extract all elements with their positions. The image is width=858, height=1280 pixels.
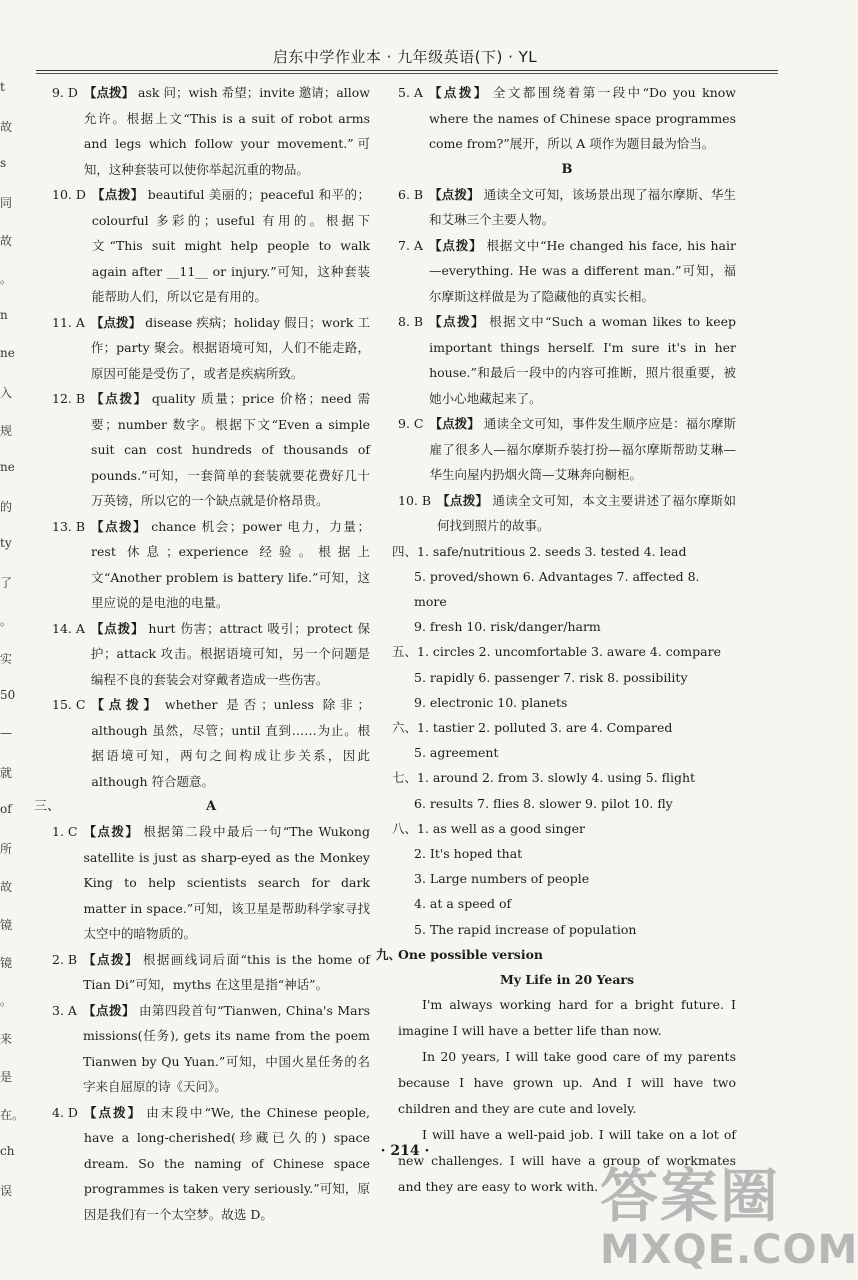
edge-fragment: 50: [0, 688, 16, 702]
answer-explanation: [437, 488, 736, 539]
answer-item: [398, 309, 736, 411]
section-number: 五、: [392, 644, 418, 660]
answer-item: [398, 233, 736, 310]
answer-item: [52, 386, 370, 514]
question-number: 9. C: [398, 416, 424, 431]
answer-explanation: [91, 310, 370, 387]
answer-row: [392, 639, 736, 664]
answer-item: [52, 692, 370, 794]
hint-label: 【点拨】: [429, 186, 480, 202]
answer-row: [392, 816, 736, 841]
explanation-text: 根据画线词后面“this is the home of Tian Di”可知，myths 在这里是指“神话”。: [83, 951, 370, 992]
answer-row: [398, 841, 736, 866]
answer-row: [398, 791, 736, 816]
edge-fragment: 来: [0, 1032, 13, 1046]
hint-label: 【点拨】: [437, 492, 489, 508]
answer-row: [398, 866, 736, 891]
answer-explanation: [429, 309, 736, 411]
question-number: 9. D: [52, 85, 78, 100]
header-rule-thin: [36, 73, 778, 74]
edge-fragment: 故: [0, 880, 13, 894]
edge-fragment: ch: [0, 1144, 15, 1158]
edge-fragment: 误: [0, 1184, 13, 1198]
answer-text: 9. fresh 10. risk/danger/harm: [414, 619, 601, 635]
answer-item: [52, 947, 370, 998]
edge-fragment: s: [0, 156, 7, 170]
header-rule: [36, 70, 778, 71]
answer-item: [52, 1100, 370, 1228]
question-number: 2. B: [52, 951, 78, 967]
answer-text: 2. It's hoped that: [414, 845, 523, 861]
answer-text: 6. results 7. flies 8. slower 9. pilot 10. fly: [414, 795, 673, 811]
answer-row: [398, 564, 736, 614]
explanation-text: quality 质量；price 价格；need 需要；number 数字。根据下文“Even a simple suit can cost hundreds of thousands of pounds.”可知，一套简单的套装就要花费好几十万英镑，所以它的一个缺点就是价格昂贵。: [91, 391, 370, 508]
hint-label: 【点拨】: [91, 697, 161, 712]
explanation-text: 全文都围绕着第一段中“Do you know where the names of Chinese space programmes come from?”展开，所以 A 项作为题目最为恰当。: [428, 85, 736, 151]
hint-label: 【点拨】: [82, 1002, 135, 1018]
question-number: 10. B: [398, 492, 432, 508]
answer-item: [52, 182, 370, 310]
question-number: 4. D: [52, 1104, 78, 1120]
essay-title: My Life in 20 Years: [499, 971, 635, 987]
passage-letter-b: B: [561, 161, 573, 177]
left-edge-bleed: [0, 70, 25, 1220]
answer-sections: [392, 539, 736, 942]
section-number: 八、: [392, 820, 418, 836]
answer-explanation: [84, 1100, 370, 1228]
hint-label: 【点拨】: [90, 620, 145, 636]
section-number: 四、: [392, 543, 418, 559]
hint-label: 【点拨】: [91, 187, 144, 202]
answer-explanation: [429, 182, 736, 233]
right-column: [376, 80, 736, 1200]
answer-list-reading-a: [52, 819, 370, 1227]
answer-explanation: [92, 182, 370, 310]
question-number: 3. A: [52, 1002, 77, 1018]
answer-item: [52, 819, 370, 947]
explanation-text: disease 疾病；holiday 假日；work 工作；party 聚会。根据语境可知，人们不能走路，原因可能是受伤了，或者是疾病所致。: [90, 314, 370, 381]
section-number: 七、: [392, 770, 418, 786]
hint-label: 【点拨】: [91, 391, 148, 406]
answer-list-reading-a-cont: [398, 80, 736, 157]
edge-fragment: n: [0, 308, 8, 322]
hint-label: 【点拨】: [83, 824, 140, 839]
explanation-text: 通读全文可知，事件发生顺序应是：福尔摩斯雇了很多人—福尔摩斯乔装打扮—福尔摩斯帮助艾琳—华生向屋内扔烟火筒—艾琳奔向橱柜。: [429, 416, 736, 482]
hint-label: 【点拨】: [428, 85, 489, 100]
answer-text: 5. The rapid increase of population: [414, 921, 637, 937]
edge-fragment: —: [0, 726, 12, 740]
watermark-text-cn: 答案圈: [600, 1162, 781, 1230]
answer-item: [52, 616, 370, 693]
answer-text: 9. electronic 10. planets: [414, 694, 568, 710]
answer-explanation: [429, 233, 736, 310]
answer-row: [398, 614, 736, 639]
hint-label: 【点拨】: [83, 1104, 143, 1120]
essay-label: One possible version: [398, 946, 543, 962]
hint-label: 【点拨】: [429, 314, 486, 329]
question-number: 8. B: [398, 314, 424, 329]
answer-explanation: [83, 998, 370, 1100]
edge-fragment: t: [0, 80, 5, 94]
answer-row: [398, 891, 736, 916]
edge-fragment: 规: [0, 424, 13, 438]
explanation-text: ask 问；wish 希望；invite 邀请；allow 允许。根据上文“This is a suit of robot arms and legs which follow your movement.”可知，这种套装可以使你举起沉重的物品。: [83, 85, 370, 177]
essay-paragraph: I will have a well-paid job. I will take on a lot of new challenges. I will have a group of workmates and they are easy to work with.: [398, 1126, 736, 1194]
section-three-heading: [34, 794, 370, 819]
answer-text: 1. as well as a good singer: [417, 820, 585, 836]
answer-explanation: [83, 819, 370, 947]
explanation-text: 根据第二段中最后一句“The Wukong satellite is just as sharp-eyed as the Monkey King to help scientists search for dark matter in space.”可知，该卫星是帮助科学家寻找太空中的暗物质的。: [83, 824, 370, 941]
edge-fragment: 镜: [0, 918, 13, 932]
question-number: 11. A: [52, 314, 85, 330]
explanation-text: 根据文中“Such a woman likes to keep important things herself. I'm sure it's in her house.”和最后一段中的内容可推断，照片很重要，被她小心地藏起来了。: [429, 314, 736, 406]
answer-text: 5. rapidly 6. passenger 7. risk 8. possibility: [414, 669, 688, 685]
explanation-text: 由末段中“We, the Chinese people, have a long-cherished(珍藏已久的) space dream. So the naming of Chinese space programmes is taken very seriously.”可知，原因是我们有一个太空梦。故选 D。: [83, 1104, 370, 1222]
essay-paragraph: In 20 years, I will take good care of my parents because I have grown up. And I will have two children and they are cute and lovely.: [398, 1048, 736, 1116]
answer-text: 1. around 2. from 3. slowly 4. using 5. flight: [417, 770, 696, 786]
hint-label: 【点拨】: [83, 85, 135, 100]
question-number: 13. B: [52, 518, 86, 534]
edge-fragment: ne: [0, 346, 15, 360]
answer-text: 4. at a speed of: [414, 896, 512, 912]
answer-explanation: [429, 80, 736, 157]
edge-fragment: 是: [0, 1070, 13, 1084]
answer-item: [398, 182, 736, 233]
answer-text: 5. proved/shown 6. Advantages 7. affected 8. more: [414, 568, 700, 609]
question-number: 10. D: [52, 187, 86, 202]
edge-fragment: ty: [0, 536, 12, 550]
answer-text: 1. tastier 2. polluted 3. are 4. Compared: [417, 719, 673, 735]
answer-item: [52, 80, 370, 182]
section-number: 三、: [34, 799, 61, 814]
answer-item: [398, 411, 736, 488]
explanation-text: hurt 伤害；attract 吸引；protect 保护；attack 攻击。根据语境可知，另一个问题是编程不良的套装会对穿戴者造成一些伤害。: [90, 620, 370, 687]
edge-fragment: 。: [0, 614, 13, 628]
answer-row: [398, 917, 736, 942]
answer-text: 1. circles 2. uncomfortable 3. aware 4. compare: [417, 644, 721, 660]
edge-fragment: 的: [0, 500, 13, 514]
answer-list-reading-b: [398, 182, 736, 539]
question-number: 14. A: [52, 620, 85, 636]
page-header: 启东中学作业本 · 九年级英语(下) · YL: [272, 48, 538, 66]
essay-paragraph: I'm always working hard for a bright future. I imagine I will have a better life than now.: [398, 996, 736, 1038]
explanation-text: 根据文中“He changed his face, his hair—everything. He was a different man.”可知，福尔摩斯这样做是为了隐藏他的真实长相。: [428, 237, 736, 304]
answer-item: [52, 514, 370, 616]
edge-fragment: 在。: [0, 1108, 25, 1122]
edge-fragment: ne: [0, 460, 15, 474]
question-number: 1. C: [52, 824, 78, 839]
section-number: 六、: [392, 719, 418, 735]
answer-explanation: [84, 80, 370, 182]
question-number: 5. A: [398, 85, 423, 100]
explanation-text: 通读全文可知，本文主要讲述了福尔摩斯如何找到照片的故事。: [437, 492, 736, 533]
answer-explanation: [91, 692, 370, 794]
edge-fragment: of: [0, 802, 12, 816]
explanation-text: 通读全文可知，该场景出现了福尔摩斯、华生和艾琳三个主要人物。: [429, 186, 736, 227]
question-number: 12. B: [52, 391, 86, 406]
hint-label: 【点拨】: [428, 237, 483, 253]
edge-fragment: 。: [0, 994, 13, 1008]
hint-label: 【点拨】: [83, 951, 139, 967]
edge-fragment: 同: [0, 196, 13, 210]
page-number: · 214 ·: [380, 1143, 430, 1159]
answer-item: [398, 80, 736, 157]
question-number: 7. A: [398, 237, 423, 253]
section-number: 九、: [376, 946, 402, 962]
edge-fragment: 了: [0, 576, 13, 590]
answer-item: [52, 998, 370, 1100]
watermark-text-en: MXQE.COM: [600, 1227, 858, 1273]
answer-explanation: [91, 616, 370, 693]
answer-explanation: [83, 947, 370, 998]
explanation-text: 由第四段首句“Tianwen, China's Mars missions(任务), gets its name from the poem Tianwen by Qu Yuan.”可知，中国火星任务的名字来自屈原的诗《天问》。: [82, 1002, 370, 1094]
passage-letter: A: [205, 799, 217, 814]
answer-row: [392, 539, 736, 564]
left-column: [34, 80, 370, 1227]
explanation-text: whether 是否；unless 除非；although 虽然，尽管；until 直到……为止。根据语境可知，两句之间构成让步关系，因此 although 符合题意。: [91, 697, 370, 789]
question-number: 6. B: [398, 186, 424, 202]
answer-list-cloze: [52, 80, 370, 794]
edge-fragment: 就: [0, 766, 13, 780]
answer-row: [398, 740, 736, 765]
edge-fragment: 所: [0, 842, 13, 856]
edge-fragment: 故: [0, 120, 13, 134]
answer-row: [398, 665, 736, 690]
answer-explanation: [91, 386, 370, 514]
question-number: 15. C: [52, 697, 86, 712]
answer-text: 3. Large numbers of people: [414, 871, 590, 887]
explanation-text: beautiful 美丽的；peaceful 和平的；colourful 多彩的；useful 有用的。根据下文“This suit might help people to walk again after __11__ or injury.”可知，这种套装能帮助人们，所以它是有用的。: [91, 187, 370, 304]
answer-text: 1. safe/nutritious 2. seeds 3. tested 4. lead: [417, 543, 687, 559]
edge-fragment: 实: [0, 652, 13, 666]
answer-item: [398, 488, 736, 539]
answer-row: [392, 715, 736, 740]
edge-fragment: 。: [0, 272, 13, 286]
hint-label: 【点拨】: [91, 518, 148, 534]
watermark-logo: [600, 1162, 858, 1274]
hint-label: 【点拨】: [429, 416, 480, 431]
answer-row: [398, 690, 736, 715]
essay-heading: [376, 942, 736, 967]
edge-fragment: 故: [0, 234, 13, 248]
answer-row: [392, 765, 736, 790]
hint-label: 【点拨】: [90, 314, 142, 330]
edge-fragment: 入: [0, 386, 13, 400]
answer-text: 5. agreement: [414, 745, 499, 761]
answer-explanation: [91, 514, 370, 616]
answer-explanation: [429, 411, 736, 488]
answer-item: [52, 310, 370, 387]
edge-fragment: 镜: [0, 956, 13, 970]
explanation-text: chance 机会；power 电力，力量；rest 休息；experience 经验。根据上文“Another problem is battery life.”可知，这里应说的是电池的电量。: [91, 518, 370, 610]
